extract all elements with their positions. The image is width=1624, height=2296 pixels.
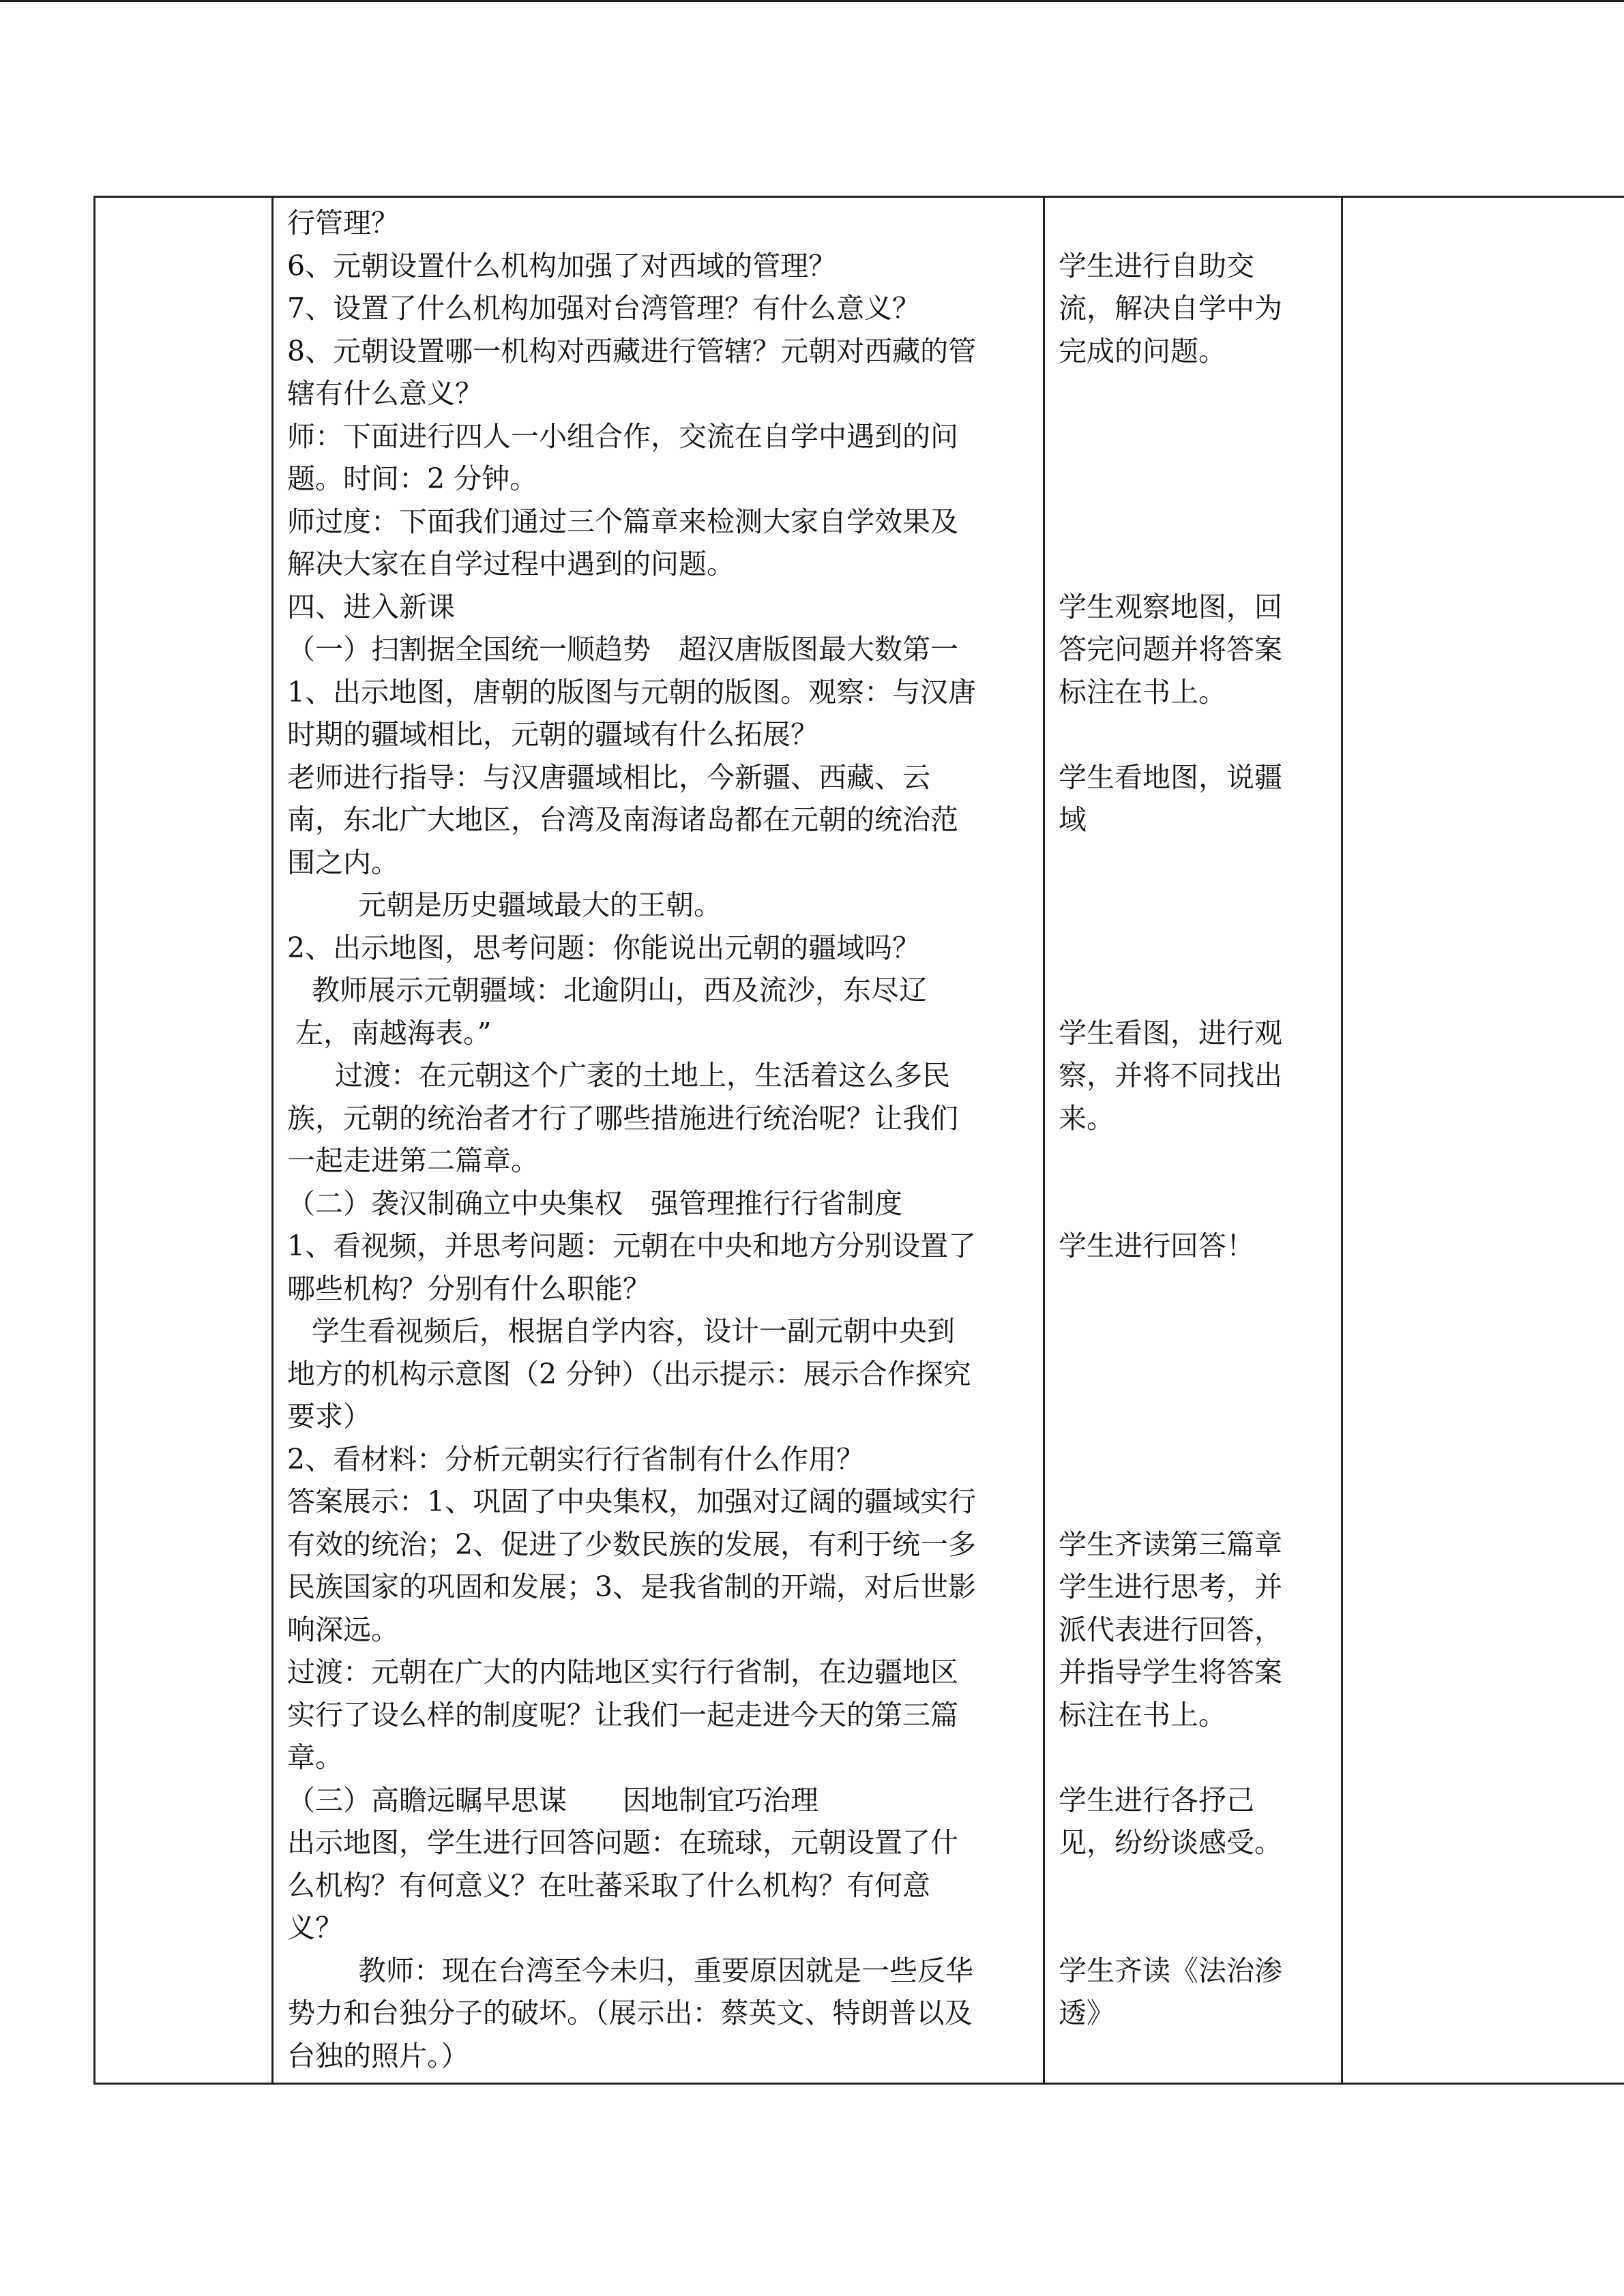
text-line: 学生观察地图，回 bbox=[1059, 590, 1282, 623]
text-line: 6、元朝设置什么机构加强了对西域的管理？ bbox=[287, 249, 837, 282]
text-line: 老师进行指导：与汉唐疆域相比，今新疆、西藏、云 bbox=[287, 760, 930, 794]
blank-right-cell bbox=[1342, 197, 1624, 2084]
text-line: 师：下面进行四人一小组合作，交流在自学中遇到的问 bbox=[287, 419, 958, 453]
subsection-heading: （一）扫割据全国统一顺趋势 超汉唐版图最大数第一 bbox=[287, 633, 958, 666]
text-line: 完成的问题。 bbox=[1059, 334, 1226, 368]
text-line: 2、看材料：分析元朝实行行省制有什么作用？ bbox=[287, 1442, 865, 1476]
text-line: 8、元朝设置哪一机构对西藏进行管辖？元朝对西藏的管 bbox=[287, 334, 977, 368]
text-line: 学生进行回答！ bbox=[1059, 1229, 1254, 1262]
text-line: 响深远。 bbox=[287, 1613, 399, 1646]
section-heading: 四、进入新课 bbox=[287, 590, 455, 623]
student-activity-cell bbox=[1044, 197, 1342, 2084]
text-line: 1、看视频，并思考问题：元朝在中央和地方分别设置了 bbox=[287, 1229, 977, 1262]
text-line: 过渡：元朝在广大的内陆地区实行行省制，在边疆地区 bbox=[287, 1656, 958, 1688]
text-line: 标注在书上。 bbox=[1059, 675, 1226, 709]
text-line: 辖有什么意义？ bbox=[287, 377, 483, 410]
text-line: 并指导学生将答案 bbox=[1059, 1656, 1282, 1688]
text-line: 派代表进行回答， bbox=[1059, 1613, 1282, 1646]
text-line: 见，纷纷谈感受。 bbox=[1059, 1826, 1282, 1859]
blank-left-cell bbox=[95, 197, 273, 2084]
text-line: 来。 bbox=[1059, 1101, 1114, 1135]
text-line: 出示地图，学生进行回答问题：在琉球，元朝设置了什 bbox=[287, 1826, 958, 1859]
text-line: 过渡：在元朝这个广袤的土地上，生活着这么多民 bbox=[335, 1059, 950, 1092]
page-top-border bbox=[0, 0, 1624, 2]
text-line: 学生进行自助交 bbox=[1059, 249, 1254, 282]
text-line: 章。 bbox=[287, 1741, 343, 1774]
text-line: 地方的机构示意图（2 分钟）（出示提示：展示合作探究 bbox=[287, 1357, 971, 1390]
text-line: 有效的统治；2、促进了少数民族的发展，有利于统一多 bbox=[287, 1527, 977, 1561]
subsection-heading: （二）袭汉制确立中央集权 强管理推行行省制度 bbox=[287, 1187, 902, 1220]
text-line: 学生看图，进行观 bbox=[1059, 1016, 1282, 1049]
teacher-activity-cell bbox=[273, 197, 1044, 2084]
text-line: 学生看地图，说疆 bbox=[1059, 760, 1282, 794]
text-line: 实行了设么样的制度呢？让我们一起走进今天的第三篇 bbox=[287, 1698, 958, 1731]
text-line: 7、设置了什么机构加强对台湾管理？有什么意义？ bbox=[287, 292, 921, 325]
text-line: 察，并将不同找出 bbox=[1059, 1059, 1282, 1092]
text-line: 台独的照片。） bbox=[287, 2039, 469, 2072]
text-line: 师过度：下面我们通过三个篇章来检测大家自学效果及 bbox=[287, 505, 958, 538]
text-line: 标注在书上。 bbox=[1059, 1698, 1226, 1731]
text-line: 一起走进第二篇章。 bbox=[287, 1144, 539, 1177]
text-line: 透》 bbox=[1059, 1997, 1114, 2029]
text-line: 围之内。 bbox=[287, 846, 399, 879]
text-line: 学生进行思考，并 bbox=[1059, 1570, 1282, 1603]
text-line: 么机构？有何意义？在吐蕃采取了什么机构？有何意 bbox=[287, 1868, 930, 1902]
text-line: 左，南越海表。” bbox=[295, 1016, 492, 1049]
text-line: 势力和台独分子的破坏。（展示出：蔡英文、特朗普以及 bbox=[287, 1997, 973, 2029]
text-line: 民族国家的巩固和发展；3、是我省制的开端，对后世影 bbox=[287, 1570, 977, 1603]
text-line: 2、出示地图，思考问题：你能说出元朝的疆域吗？ bbox=[287, 931, 921, 964]
text-line: 域 bbox=[1059, 803, 1087, 836]
table-row bbox=[95, 197, 1624, 2084]
text-line: 元朝是历史疆域最大的王朝。 bbox=[358, 889, 722, 921]
text-line: 流，解决自学中为 bbox=[1059, 292, 1282, 325]
text-line: 义？ bbox=[287, 1911, 343, 1944]
text-line: 南，东北广大地区，台湾及南海诸岛都在元朝的统治范 bbox=[287, 803, 958, 836]
subsection-heading: （三）高瞻远瞩早思谋 因地制宜巧治理 bbox=[287, 1783, 818, 1817]
text-line: 学生看视频后，根据自学内容，设计一副元朝中央到 bbox=[312, 1315, 955, 1347]
text-line: 时期的疆域相比，元朝的疆域有什么拓展？ bbox=[287, 718, 818, 751]
text-line: 学生齐读《法治渗 bbox=[1059, 1954, 1282, 1987]
lesson-plan-table bbox=[93, 196, 1624, 2085]
text-line: 教师：现在台湾至今未归，重要原因就是一些反华 bbox=[358, 1954, 973, 1987]
text-line: 解决大家在自学过程中遇到的问题。 bbox=[287, 548, 735, 580]
text-line: 学生齐读第三篇章 bbox=[1059, 1527, 1282, 1561]
text-line: 要求） bbox=[287, 1400, 371, 1433]
text-line: 教师展示元朝疆域：北逾阴山，西及流沙，东尽辽 bbox=[312, 974, 927, 1007]
text-line: 答完问题并将答案 bbox=[1059, 633, 1282, 666]
text-line: 行管理？ bbox=[287, 207, 399, 239]
text-line: 族，元朝的统治者才行了哪些措施进行统治呢？让我们 bbox=[287, 1101, 958, 1135]
text-line: 答案展示：1、巩固了中央集权，加强对辽阔的疆域实行 bbox=[287, 1485, 977, 1518]
text-line: 哪些机构？分别有什么职能？ bbox=[287, 1272, 651, 1305]
text-line: 学生进行各抒己 bbox=[1059, 1783, 1254, 1817]
text-line: 1、出示地图，唐朝的版图与元朝的版图。观察：与汉唐 bbox=[287, 675, 977, 709]
text-line: 题。时间：2 分钟。 bbox=[287, 462, 538, 495]
